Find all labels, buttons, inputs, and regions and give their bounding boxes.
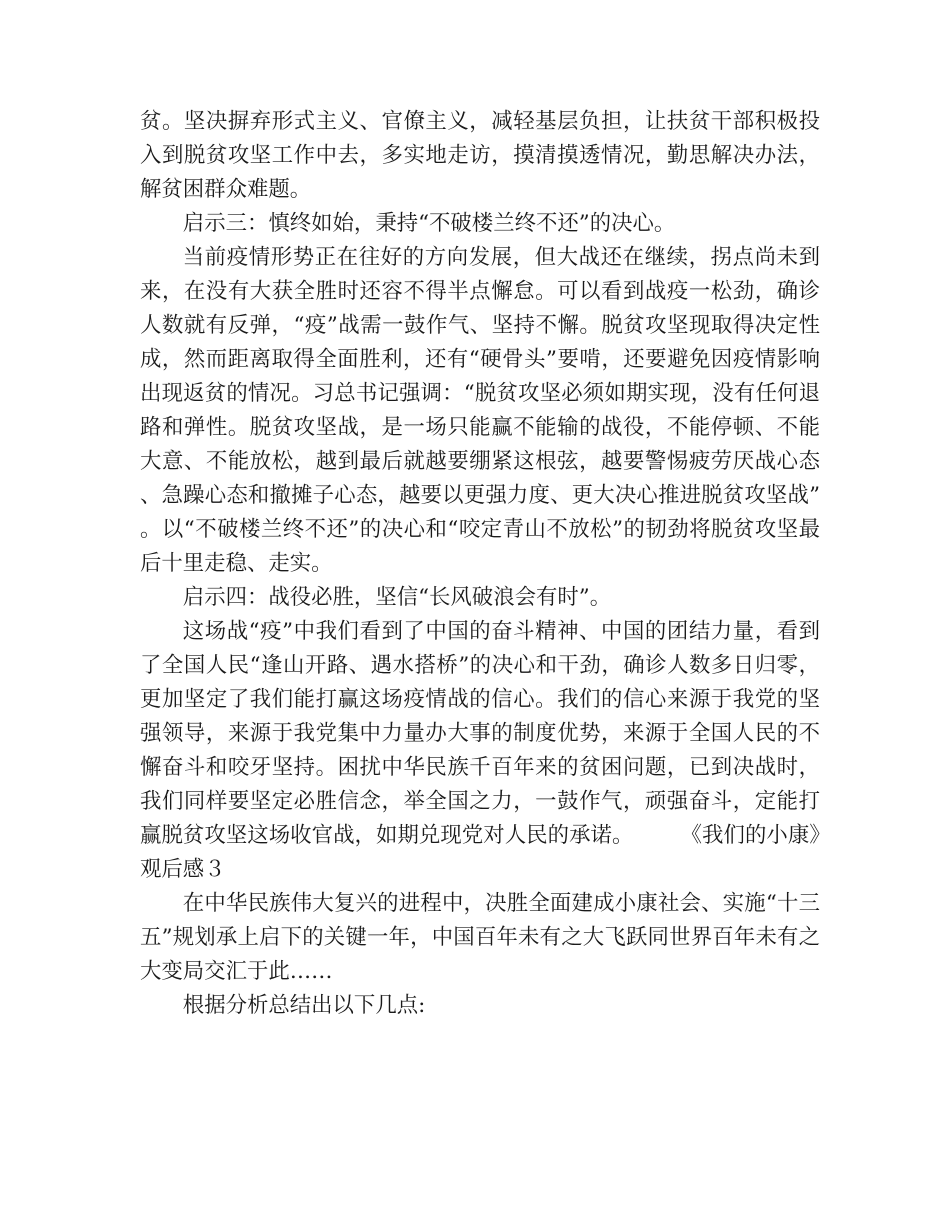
paragraph-continuation: 贫。坚决摒弃形式主义、官僚主义，减轻基层负担，让扶贫干部积极投入到脱贫攻坚工作中去，多实地走访，摸清摸透情况，勤思解决办法，解贫困群众难题。 [140,109,820,202]
paragraph-body-5: 在中华民族伟大复兴的进程中，决胜全面建成小康社会、实施“十三五”规划承上启下的关键一年，中国百年未有之大飞跃同世界百年未有之大变局交汇于此…… [140,891,820,984]
paragraph-body-6: 根据分析总结出以下几点: [182,993,426,1018]
paragraph-body-4 [140,615,820,887]
section-heading-4: 启示四：战役必胜，坚信“长风破浪会有时”。 [182,585,612,610]
essay-title-3: 《我们的小康》观后感３ [140,823,820,882]
paragraph-body-3: 当前疫情形势正在往好的方向发展，但大战还在继续，拐点尚未到来，在没有大获全胜时还容不得半点懈怠。可以看到战疫一松劲，确诊人数就有反弹，“疫”战需一鼓作气、坚持不懈。脱贫攻坚现取得决定性成，然而距离取得全面胜利，还有“硬骨头”要啃，还要避免因疫情影响出现返贫的情况。习总书记强调：“脱贫攻坚必须如期实现，没有任何退路和弹性。脱贫攻坚战，是一场只能赢不能输的战役，不能停顿、不能大意、不能放松，越到最后就越要绷紧这根弦，越要警惕疲劳厌战心态、急躁心态和撤摊子心态，越要以更强力度、更大决心推进脱贫攻坚战”。以“不破楼兰终不还”的决心和“咬定青山不放松”的韧劲将脱贫攻坚最后十里走稳、走实。 [140,245,820,576]
document-body [140,105,820,1023]
paragraph-body-4-text: 这场战“疫”中我们看到了中国的奋斗精神、中国的团结力量，看到了全国人民“逢山开路、遇水搭桥”的决心和干劲，确诊人数多日归零，更加坚定了我们能打赢这场疫情战的信心。我们的信心来源于我党的坚强领导，来源于我党集中力量办大事的制度优势，来源于全国人民的不懈奋斗和咬牙坚持。困扰中华民族千百年来的贫困问题，已到决战时，我们同样要坚定必胜信念，举全国之力，一鼓作气，顽强奋斗，定能打赢脱贫攻坚这场收官战，如期兑现党对人民的承诺。 [140,619,820,848]
section-heading-3: 启示三：慎终如始，秉持“不破楼兰终不还”的决心。 [182,211,676,236]
